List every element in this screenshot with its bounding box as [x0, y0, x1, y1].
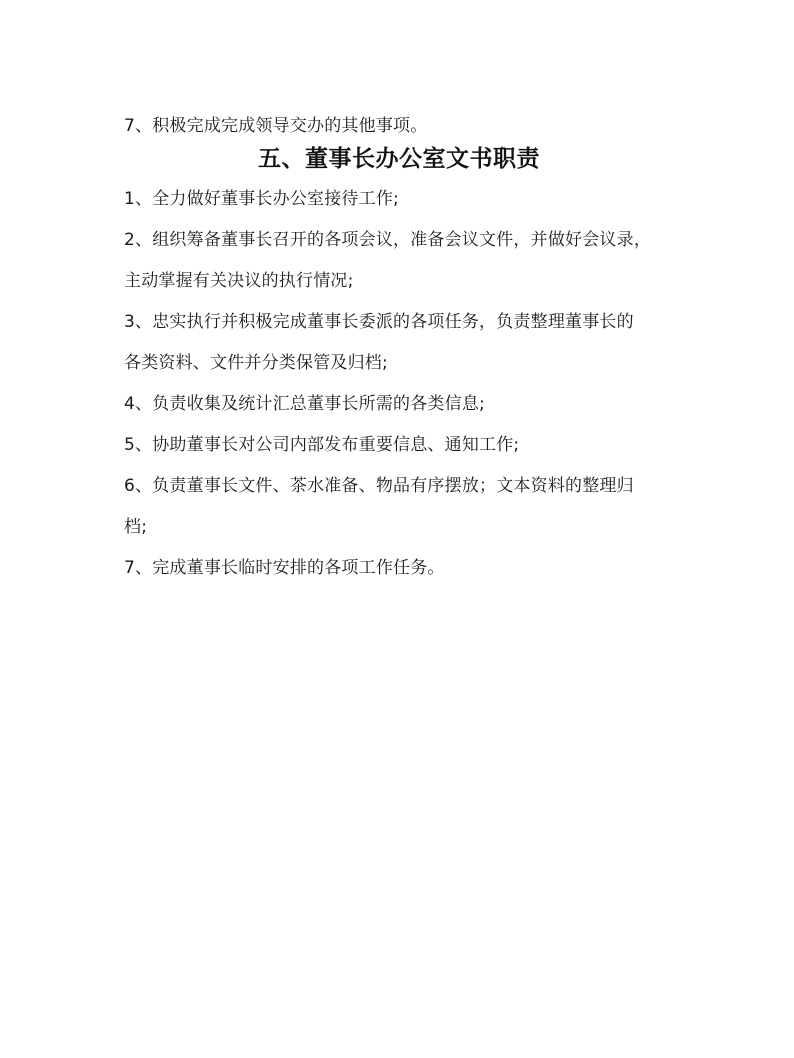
duty-line-2: 2、组织筹备董事长召开的各项会议，准备会议文件，并做好会议录，: [124, 230, 652, 250]
previous-item-line: 7、积极完成完成领导交办的其他事项。: [124, 116, 428, 136]
document-body: [124, 111, 674, 589]
duty-line-4: 4、负责收集及统计汇总董事长所需的各类信息;: [124, 394, 485, 414]
section-title: 五、董事长办公室文书职责: [258, 146, 540, 172]
duty-line-3-cont: 各类资料、文件并分类保管及归档;: [124, 353, 388, 373]
duty-line-2-cont: 主动掌握有关决议的执行情况;: [124, 271, 354, 291]
duty-line-7: 7、完成董事长临时安排的各项工作任务。: [124, 558, 445, 578]
duty-line-6-cont: 档;: [124, 517, 148, 537]
duty-line-3: 3、忠实执行并积极完成董事长委派的各项任务，负责整理董事长的: [124, 312, 634, 332]
duty-line-1: 1、全力做好董事长办公室接待工作;: [124, 189, 399, 209]
duty-line-6: 6、负责董事长文件、茶水准备、物品有序摆放；文本资料的整理归: [124, 476, 634, 496]
duty-line-5: 5、协助董事长对公司内部发布重要信息、通知工作;: [124, 435, 520, 455]
